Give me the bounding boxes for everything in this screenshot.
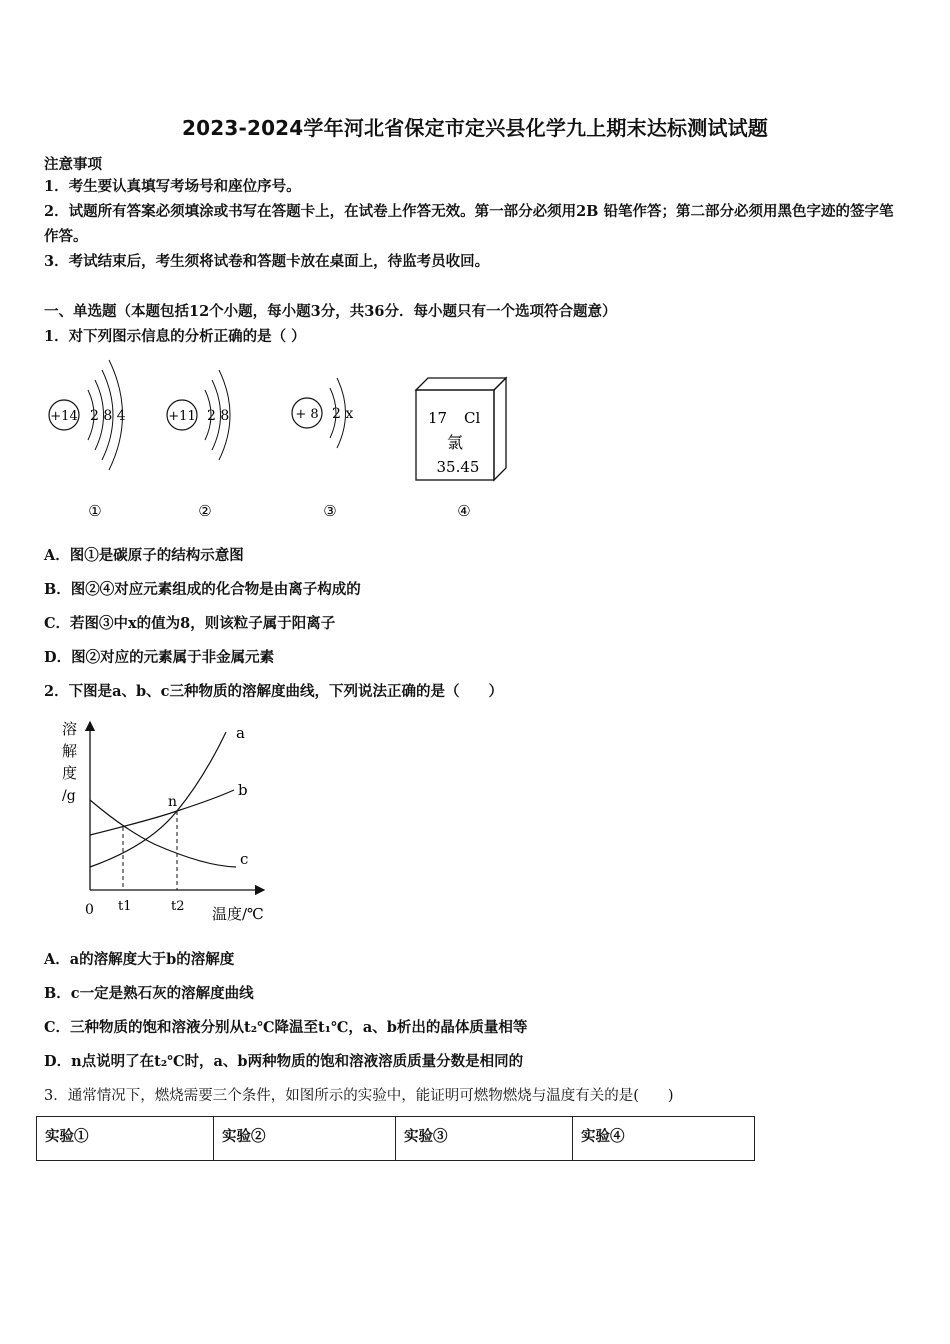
q2-option-d: D．n点说明了在t₂℃时，a、b两种物质的饱和溶液溶质质量分数是相同的 [44,1053,524,1070]
q2-stem: 2．下图是a、b、c三种物质的溶解度曲线，下列说法正确的是（ ） [44,683,503,700]
atom-1-shells: 2 8 4 [90,408,126,424]
notice-heading: 注意事项 [44,156,102,173]
curve-b-label: b [238,781,248,799]
figure-3-label: ③ [323,502,337,520]
q2-option-c: C．三种物质的饱和溶液分别从t₂℃降温至t₁℃，a、b析出的晶体质量相等 [44,1019,528,1036]
section-heading: 一、单选题（本题包括12个小题，每小题3分，共36分．每小题只有一个选项符合题意） [44,303,617,320]
atom-3-shells: 2 x [332,406,354,422]
atom-diagram-1 [49,360,126,520]
atom-1-nucleus: +14 [50,409,78,424]
notice-item-1: 1．考生要认真填写考场号和座位序号。 [44,178,301,195]
y-label-3: 度 [62,764,78,782]
curve-c-label: c [240,850,249,868]
curve-a [90,732,226,867]
table-row [37,1117,755,1161]
atom-diagram-3 [292,378,353,520]
y-label-1: 溶 [62,720,78,738]
x-axis-label: 温度/℃ [212,905,264,923]
element-mass: 35.45 [436,458,480,476]
solubility-graph [54,714,284,930]
point-n-label: n [168,794,178,810]
q2-option-b: B．c一定是熟石灰的溶解度曲线 [44,985,254,1002]
table-header-2: 实验② [214,1117,396,1161]
notice-item-2: 2．试题所有答案必须填涂或书写在答题卡上，在试卷上作答无效。第一部分必须用2B 铅笔作答；第二部分必须用黑色字迹的签字笔作答。 [44,203,894,245]
curve-a-label: a [236,724,245,742]
figure-1-label: ① [88,502,102,520]
t1-label: t1 [118,899,132,914]
element-symbol: Cl [464,409,481,427]
q1-figures [40,356,540,528]
figure-2-label: ② [198,502,212,520]
t2-label: t2 [171,899,185,914]
notice-item-3: 3．考试结束后，考生须将试卷和答题卡放在桌面上，待监考员收回。 [44,253,490,270]
atom-3-nucleus: + 8 [295,407,319,422]
table-header-4: 实验④ [573,1117,755,1161]
y-label-2: 解 [62,742,78,760]
y-label-4: /g [62,788,76,804]
page-title: 2023-2024学年河北省保定市定兴县化学九上期末达标测试试题 [181,116,769,140]
table-header-1: 实验① [37,1117,214,1161]
q1-option-a: A．图①是碳原子的结构示意图 [44,547,244,564]
element-cell [416,378,506,520]
q1-option-d: D．图②对应的元素属于非金属元素 [44,649,275,666]
origin-label: 0 [85,902,94,918]
q3-stem: 3．通常情况下，燃烧需要三个条件，如图所示的实验中，能证明可燃物燃烧与温度有关的是( ) [44,1088,674,1104]
element-number: 17 [428,409,448,427]
q1-option-b: B．图②④对应元素组成的化合物是由离子构成的 [44,581,361,598]
figure-4-label: ④ [457,502,471,520]
q1-stem: 1．对下列图示信息的分析正确的是（ ） [44,328,306,345]
q1-option-c: C．若图③中x的值为8，则该粒子属于阳离子 [44,615,336,632]
atom-2-shells: 2 8 [207,408,230,424]
atom-diagram-2 [167,370,230,520]
curve-c [90,800,236,867]
curve-b [90,790,234,835]
q3-experiment-table [36,1116,755,1161]
q2-option-a: A．a的溶解度大于b的溶解度 [44,951,235,968]
table-header-3: 实验③ [396,1117,573,1161]
element-name: 氯 [446,433,464,452]
atom-2-nucleus: +11 [168,409,196,424]
